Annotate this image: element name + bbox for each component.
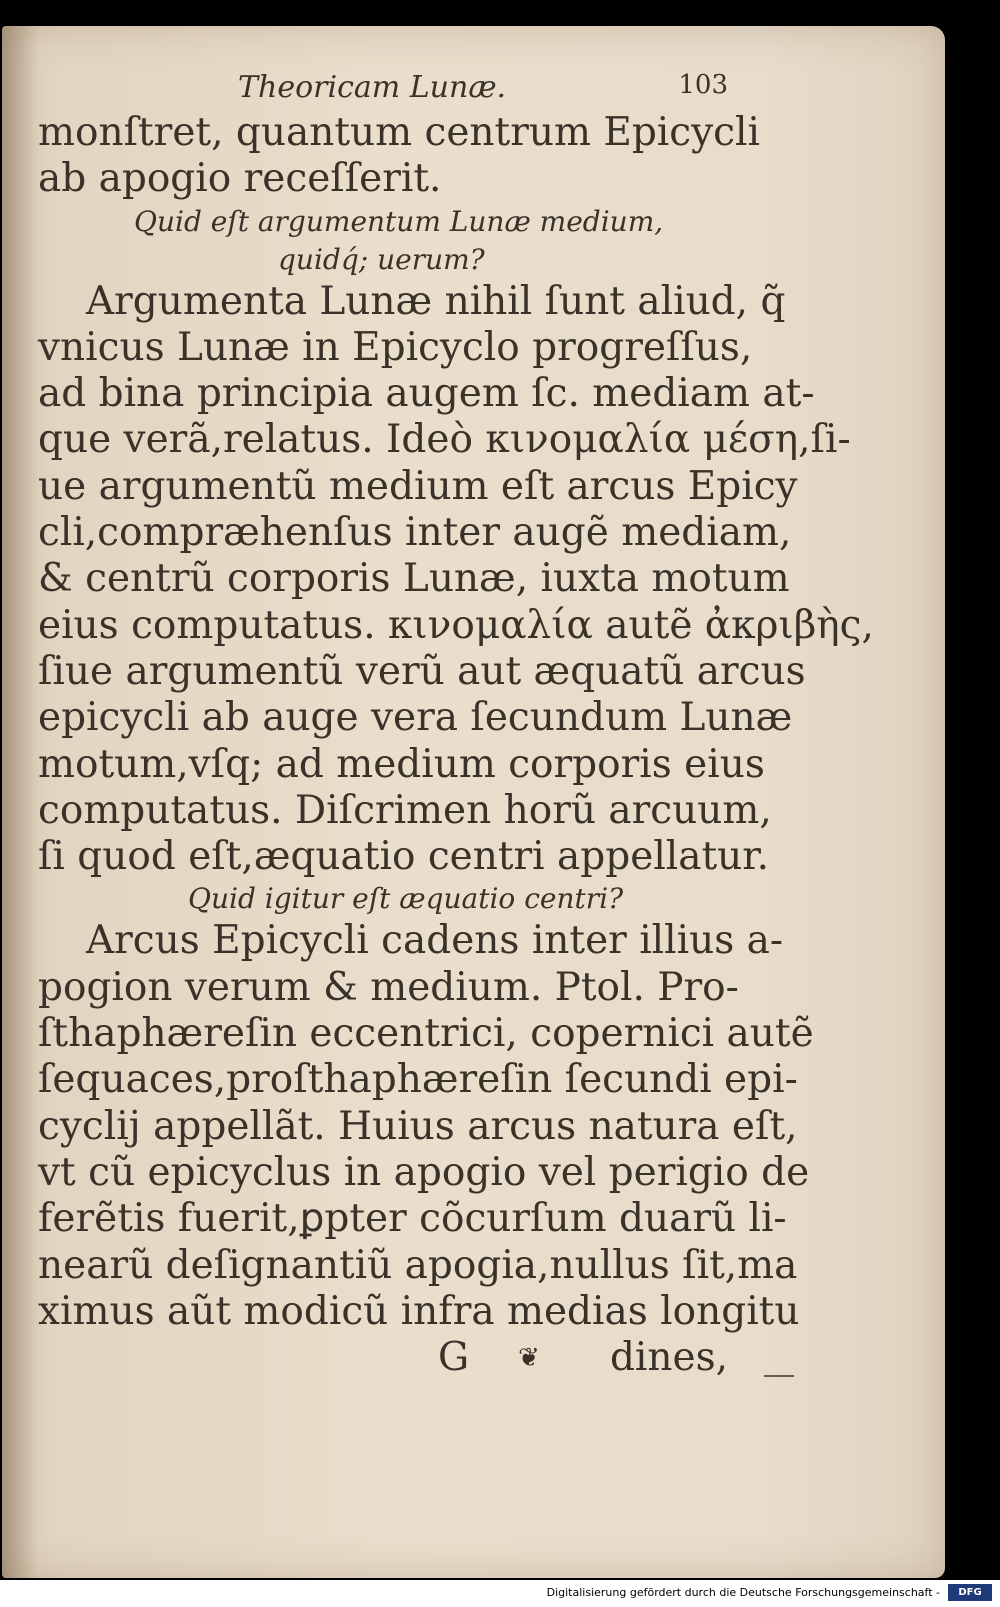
text-block (38, 60, 874, 1385)
text-line: vt cũ epicyclus in apogio vel perigio de (38, 1149, 810, 1195)
question-heading: quidq́; uerum? (278, 242, 485, 276)
text-line: vnicus Lunæ in Epicyclo progreſſus, (38, 324, 753, 370)
running-head (38, 60, 728, 110)
text-line: epicycli ab auge vera ſecundum Lunæ (38, 695, 793, 741)
text-line: ad bina principia augem ſc. mediam at- (38, 371, 815, 417)
dfg-logo: DFG (948, 1584, 992, 1601)
text-line: cli,compræhenſus inter augẽ mediam, (38, 510, 792, 556)
book-page (2, 26, 945, 1578)
text-line: ſequaces,proſthaphæreſin ſecundi epi- (38, 1057, 798, 1103)
text-line: monſtret, quantum centrum Epicycli (38, 110, 760, 155)
funding-notice: Digitalisierung gefördert durch die Deutsche Forschungsgemeinschaft - (546, 1586, 940, 1599)
text-line: motum,vſq; ad medium corporis eius (38, 741, 765, 787)
question-heading: Quid eſt argumentum Lunæ medium, (134, 204, 664, 238)
signature-mark: G (438, 1335, 470, 1381)
page-number: 103 (678, 70, 728, 100)
page-gutter-shadow (2, 26, 38, 1578)
catchline (38, 1335, 728, 1385)
text-line: computatus. Diſcrimen horũ arcuum, (38, 787, 772, 833)
text-line: ſiue argumentũ verũ aut æquatũ arcus (38, 648, 806, 694)
catchword: dines, (609, 1335, 728, 1381)
question-heading: Quid igitur eſt æquatio centri? (188, 882, 624, 916)
paragraph-first-line: Argumenta Lunæ nihil ſunt aliud, q̃ (86, 278, 786, 324)
text-line: eius computatus. κινομαλία autẽ ἀκριβὴς, (38, 602, 874, 648)
text-line: ximus aũt modicũ infra medias longitu (38, 1288, 800, 1334)
text-line: ab apogio receſſerit. (38, 156, 442, 202)
text-line: cyclij appellãt. Huius arcus natura eſt, (38, 1103, 798, 1149)
text-line: ue argumentũ medium eſt arcus Epicy (38, 463, 798, 509)
text-line: nearũ deſignantiũ apogia,nullus ſit,ma (38, 1242, 798, 1288)
text-line: & centrũ corporis Lunæ, iuxta motum (38, 556, 790, 602)
running-title: Theoricam Lunæ. (238, 70, 507, 105)
text-line: que verã,relatus. Ideò κινομαλία μέση,ſi- (38, 417, 851, 463)
fleuron-icon: ❦ (518, 1343, 540, 1374)
text-line: pogion verum & medium. Ptol. Pro- (38, 964, 739, 1010)
text-line: ſi quod eſt,æquatio centri appellatur. (38, 834, 770, 880)
paragraph-first-line: Arcus Epicycli cadens inter illius a- (86, 918, 784, 964)
margin-mark (764, 1375, 794, 1377)
text-line: ſthaphæreſin eccentrici, copernici autẽ (38, 1011, 814, 1057)
digitization-footer (0, 1580, 1000, 1607)
text-line: ferẽtis fuerit,ꝑpter cõcurſum duarũ li- (38, 1196, 787, 1242)
